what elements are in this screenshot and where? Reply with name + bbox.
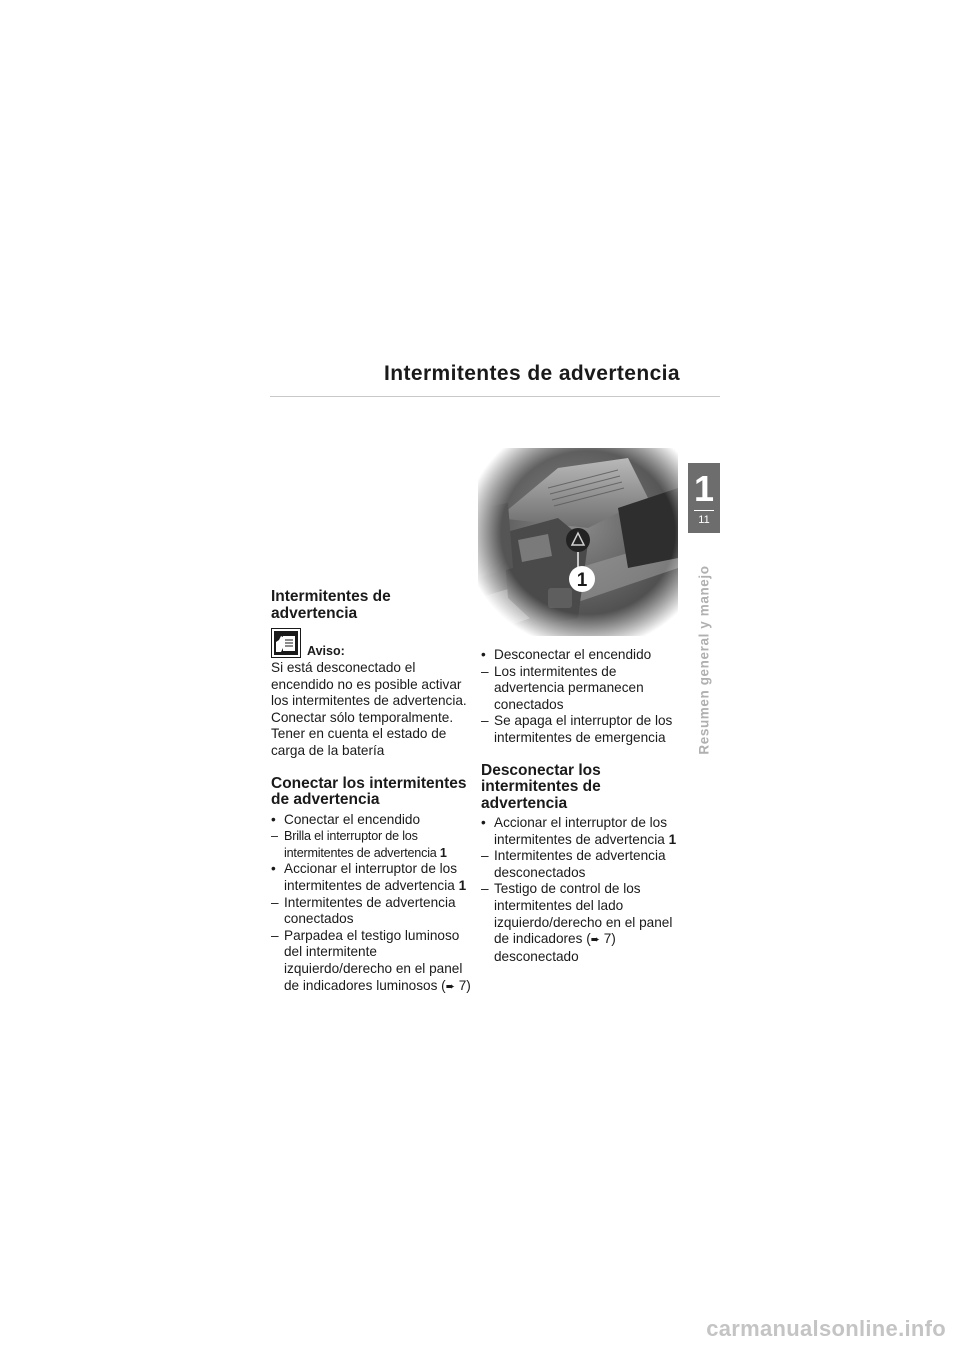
list-item: – Los intermitentes de advertencia permanecen conectados bbox=[481, 663, 644, 712]
subsection-heading: Conectar los intermitentes de advertencia bbox=[271, 774, 467, 809]
section-heading: Intermitentes de advertencia bbox=[271, 588, 391, 622]
list-item: • Accionar el interruptor de los intermitentes de advertencia 1 bbox=[481, 815, 677, 847]
handlebar-photo bbox=[478, 448, 678, 636]
subsection-heading: Desconectar los intermitentes de advertencia bbox=[481, 761, 601, 812]
list-item: • Accionar el interruptor de los intermitentes de advertencia 1 bbox=[271, 861, 467, 893]
list-item: – Intermitentes de advertencia desconectados bbox=[481, 848, 666, 880]
right-column bbox=[481, 647, 685, 965]
left-column bbox=[271, 589, 475, 995]
steps-list-on bbox=[271, 812, 475, 996]
steps-list-ignition-off bbox=[481, 647, 685, 747]
section-label: Resumen general y manejo bbox=[696, 565, 712, 755]
notice-text: Si está desconectado el encendido no es posible activar los intermitentes de advertencia. Conectar sólo temporalmente. Tener en cuenta el estado de carga de la batería bbox=[271, 660, 467, 758]
tab-divider bbox=[694, 510, 714, 511]
handlebar-illustration bbox=[478, 448, 678, 636]
title-divider bbox=[270, 396, 720, 397]
notice-label: Aviso: bbox=[307, 644, 345, 658]
watermark: carmanualsonline.info bbox=[706, 1316, 946, 1341]
list-item: – Brilla el interruptor de los intermitentes de advertencia 1 bbox=[271, 829, 447, 860]
notice-hand-icon bbox=[271, 628, 301, 658]
list-item: • Conectar el encendido bbox=[271, 811, 421, 827]
page-title: Intermitentes de advertencia bbox=[384, 362, 680, 385]
chapter-tab bbox=[688, 463, 720, 533]
list-item: – Parpadea el testigo luminoso del intermitente izquierdo/derecho en el panel de indicadores luminosos (➨ 7) bbox=[271, 927, 471, 993]
list-item: – Testigo de control de los intermitentes del lado izquierdo/derecho en el panel de indicadores (➨ 7) desconectado bbox=[481, 881, 673, 964]
steps-list-off bbox=[481, 815, 685, 965]
notice bbox=[271, 628, 475, 658]
page-number: 11 bbox=[698, 514, 710, 526]
list-item: – Intermitentes de advertencia conectados bbox=[271, 894, 456, 927]
page-ref-arrow-icon: ➨ bbox=[590, 934, 600, 947]
list-item: • Desconectar el encendido bbox=[481, 647, 652, 662]
chapter-number: 1 bbox=[693, 468, 715, 509]
page-ref-arrow-icon: ➨ bbox=[445, 980, 455, 993]
list-item: – Se apaga el interruptor de los intermitentes de emergencia bbox=[481, 713, 673, 745]
